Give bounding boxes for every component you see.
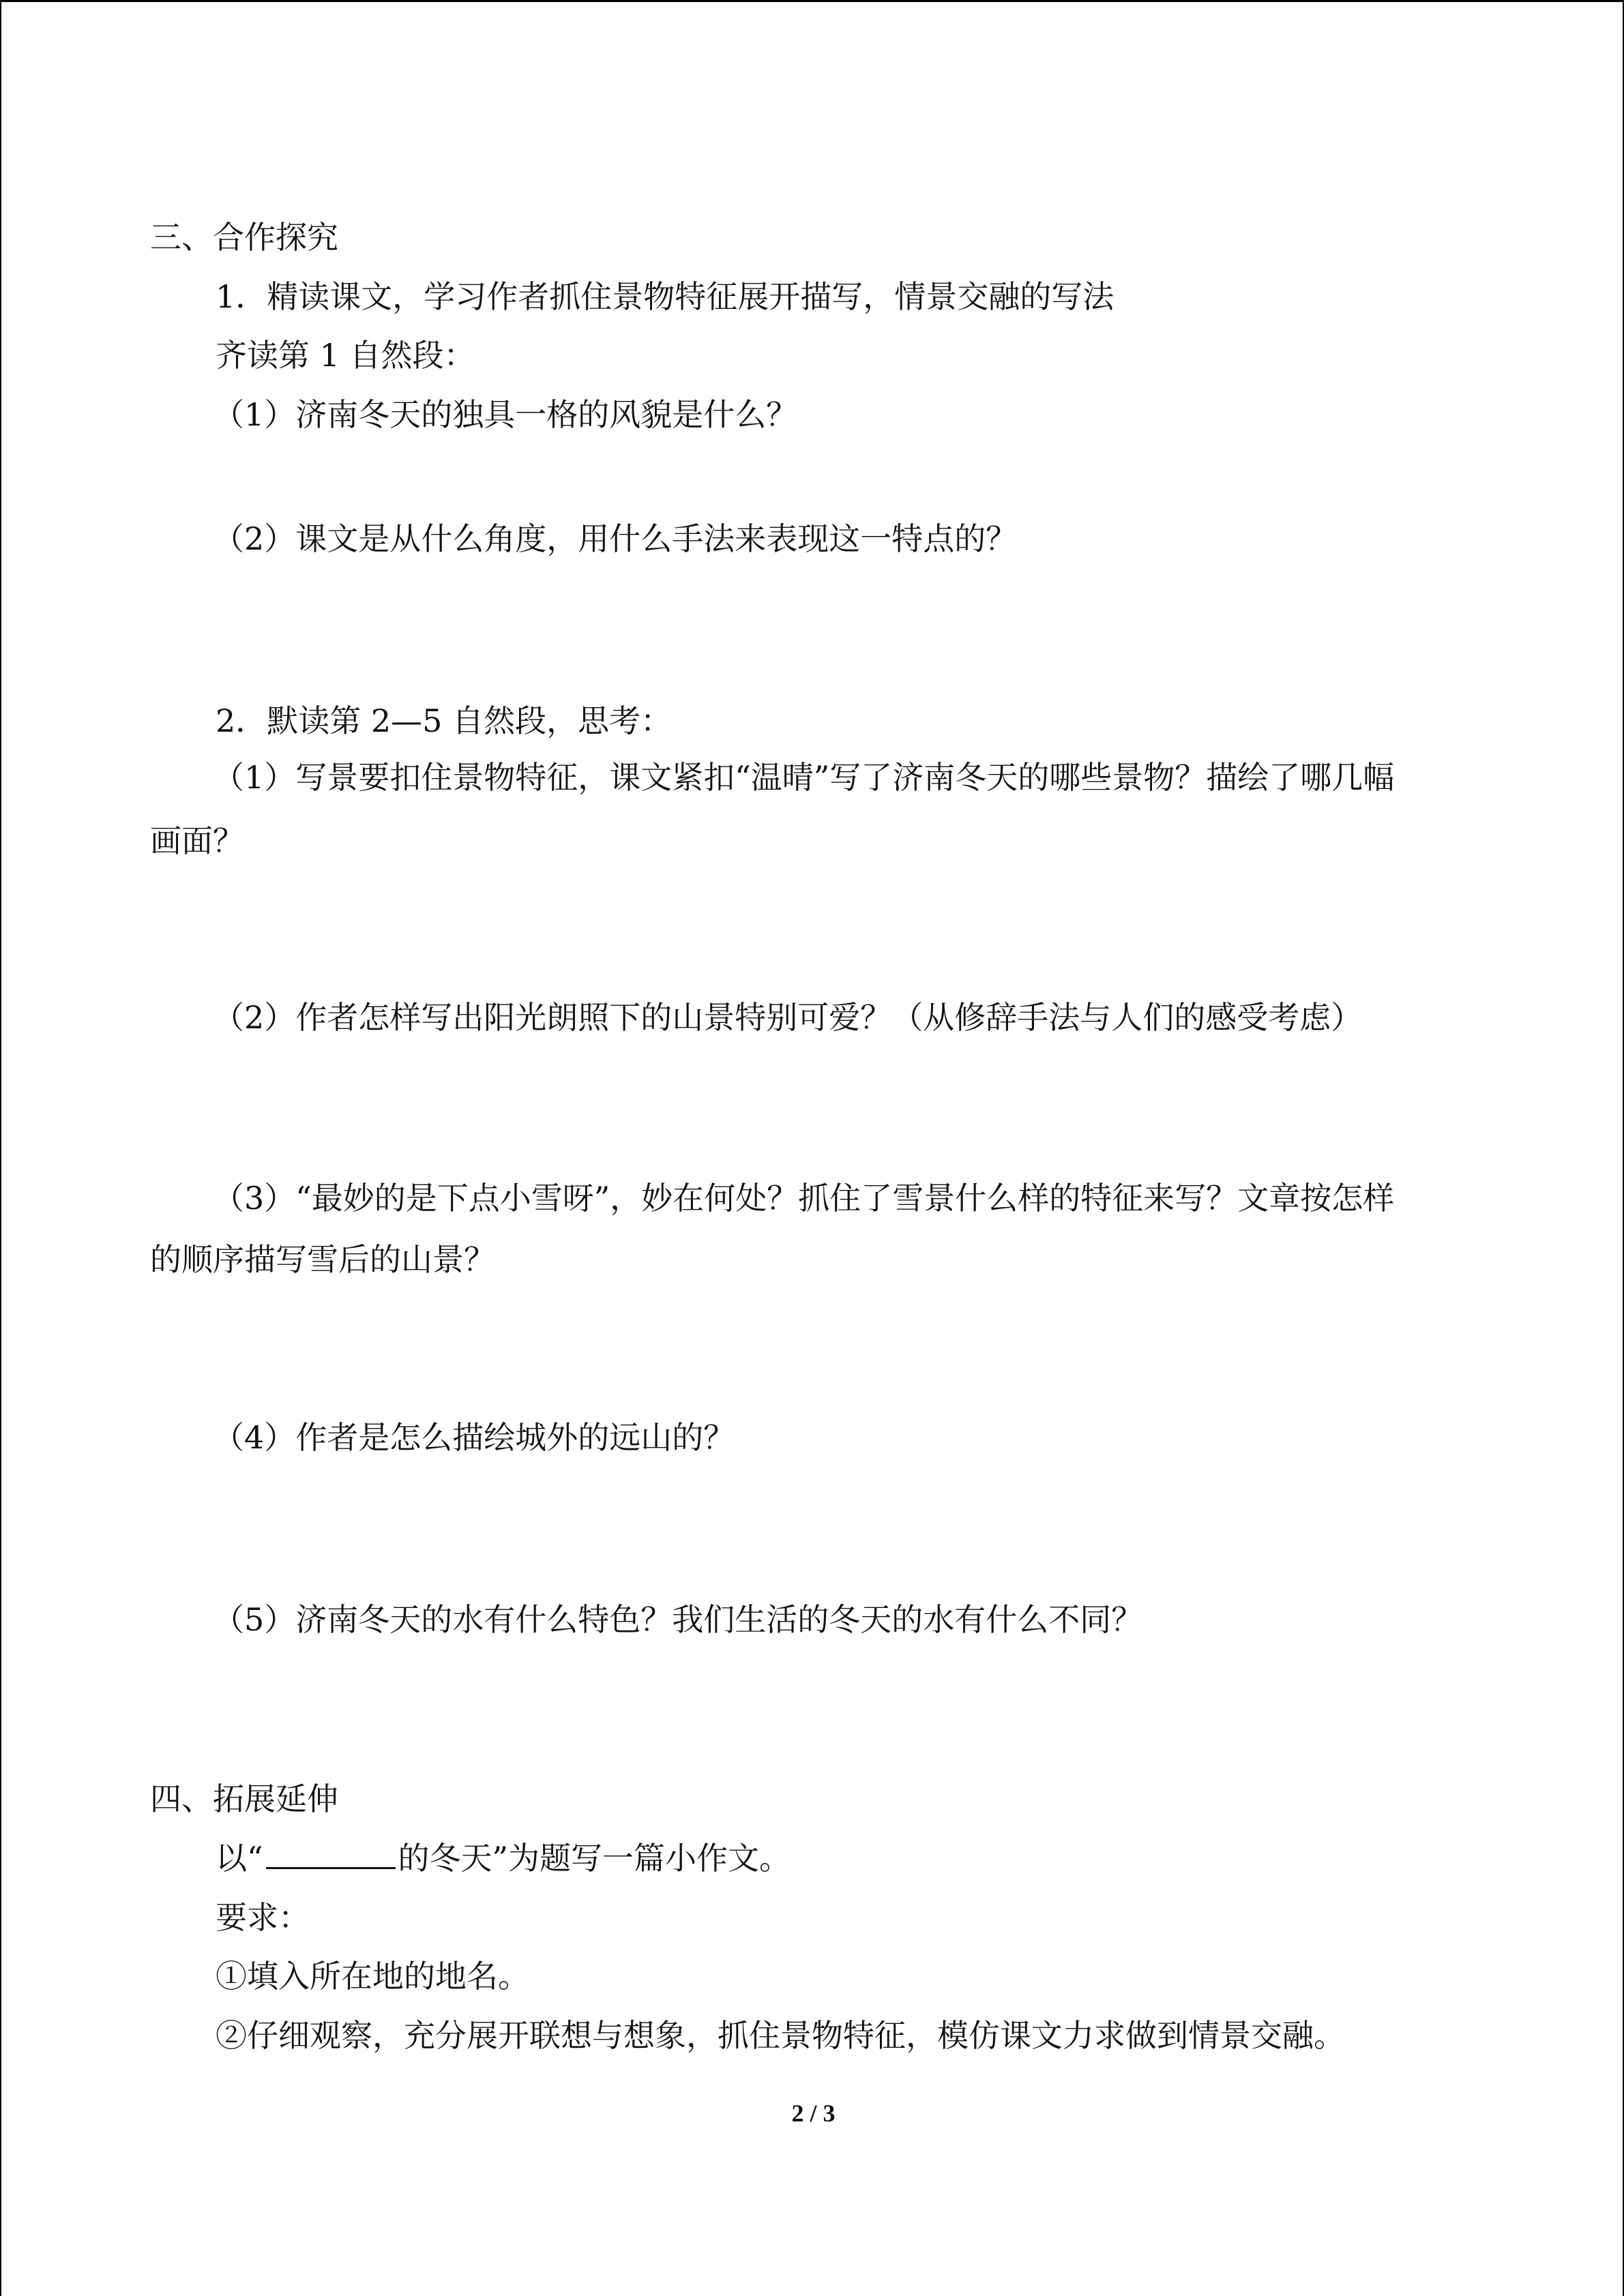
question-2-3-line2: 的顺序描写雪后的山景？	[150, 1241, 495, 1278]
question-2-1-line2: 画面？	[150, 822, 244, 859]
question-2-3-line1: （3）“最妙的是下点小雪呀”，妙在何处？抓住了雪景什么样的特征来写？文章按怎样	[213, 1180, 1395, 1217]
prompt-after: 的冬天”为题写一篇小作文。	[398, 1840, 791, 1877]
prompt-before: 以“	[216, 1840, 263, 1877]
item2-text: 2．默读第 2—5 自然段，思考：	[216, 702, 673, 739]
composition-prompt	[216, 1838, 791, 1878]
question-2-1-line1: （1）写景要扣住景物特征，课文紧扣“温晴”写了济南冬天的哪些景物？描绘了哪几幅	[213, 759, 1395, 796]
question-2-4: （4）作者是怎么描绘城外的远山的？	[213, 1419, 735, 1456]
item1-intro: 齐读第 1 自然段：	[216, 337, 475, 374]
question-2-5: （5）济南冬天的水有什么特色？我们生活的冬天的水有什么不同？	[213, 1601, 1143, 1638]
question-2-2: （2）作者怎样写出阳光朗照下的山景特别可爱？（从修辞手法与人们的感受考虑）	[213, 999, 1363, 1036]
section3-heading: 三、合作探究	[150, 219, 338, 256]
requirements-label: 要求：	[216, 1899, 310, 1936]
question-2: （2）课文是从什么角度，用什么手法来表现这一特点的？	[213, 520, 1018, 557]
section4-heading: 四、拓展延伸	[150, 1780, 338, 1817]
page-number: 2 / 3	[791, 2100, 836, 2127]
requirement-2: ②仔细观察，充分展开联想与想象，抓住景物特征，模仿课文力求做到情景交融。	[216, 2017, 1345, 2054]
fill-in-blank	[266, 1840, 396, 1869]
item1-text: 1．精读课文，学习作者抓住景物特征展开描写，情景交融的写法	[216, 278, 1114, 315]
requirement-1: ①填入所在地的地名。	[216, 1958, 529, 1995]
question-1: （1）济南冬天的独具一格的风貌是什么？	[213, 396, 798, 433]
